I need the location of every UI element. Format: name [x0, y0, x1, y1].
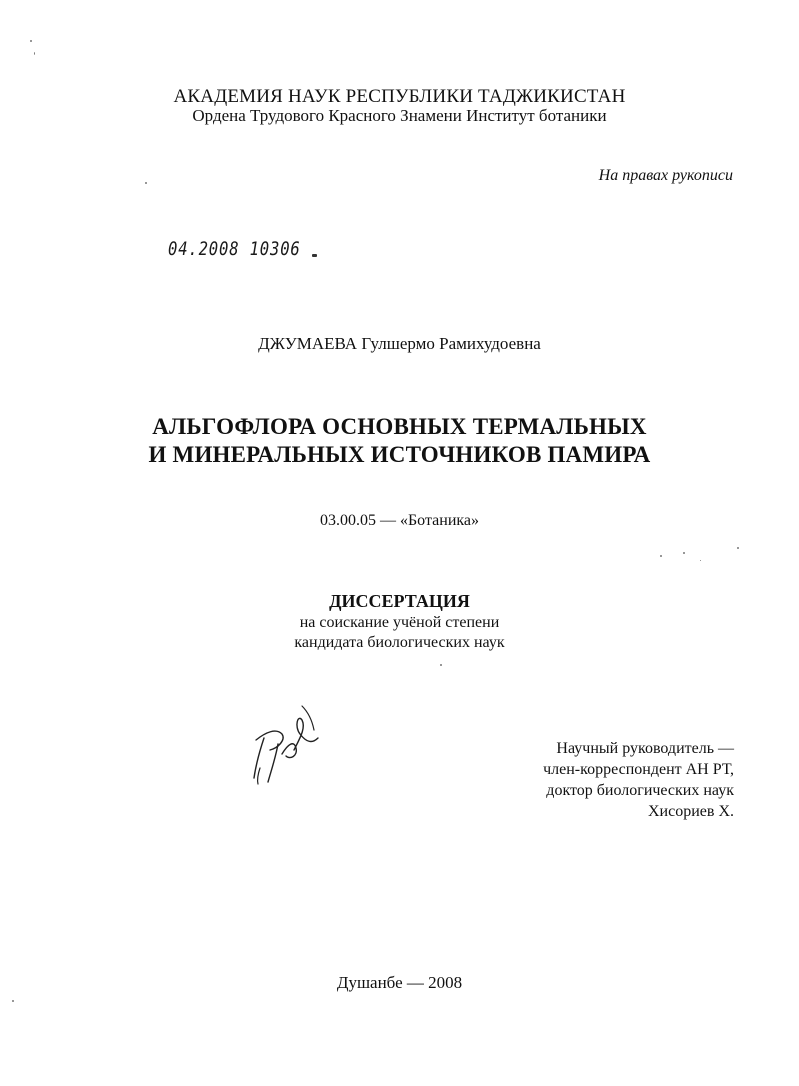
city-year: Душанбе — 2008	[336, 973, 463, 992]
degree-line-1: на соискание учёной степени	[299, 614, 500, 631]
degree-line-2: кандидата биологических наук	[294, 634, 505, 651]
thesis-title-line-2: И МИНЕРАЛЬНЫХ ИСТОЧНИКОВ ПАМИРА	[148, 442, 651, 467]
manuscript-note: На правах рукописи	[598, 167, 733, 184]
thesis-title-line-1: АЛЬГОФЛОРА ОСНОВНЫХ ТЕРМАЛЬНЫХ	[152, 414, 647, 439]
advisor-rank: член-корреспондент АН РТ,	[543, 761, 734, 778]
scan-speck	[700, 560, 701, 561]
scan-speck	[34, 52, 35, 55]
institution-name: АКАДЕМИЯ НАУК РЕСПУБЛИКИ ТАДЖИКИСТАН	[173, 86, 626, 107]
advisor-degree: доктор биологических наук	[546, 782, 734, 799]
scan-speck	[145, 182, 147, 184]
scan-speck	[683, 552, 685, 554]
author-name: ДЖУМАЕВА Гулшермо Рамихудоевна	[258, 334, 541, 353]
document-type: ДИССЕРТАЦИЯ	[329, 591, 470, 611]
advisor-role: Научный руководитель —	[556, 740, 734, 757]
specialty-code: 03.00.05 — «Ботаника»	[319, 512, 480, 529]
scan-speck	[12, 1000, 14, 1002]
scan-speck	[660, 555, 662, 557]
scientific-advisor	[543, 738, 734, 822]
scan-speck	[440, 664, 442, 666]
scan-speck	[30, 40, 32, 42]
handwritten-signature	[242, 698, 334, 790]
advisor-name: Хисориев Х.	[648, 803, 734, 820]
scan-speck	[312, 254, 317, 257]
registration-stamp: 04.2008 10306	[168, 238, 301, 260]
institute-name: Ордена Трудового Красного Знамени Институт ботаники	[192, 106, 607, 125]
scan-speck	[737, 547, 739, 549]
